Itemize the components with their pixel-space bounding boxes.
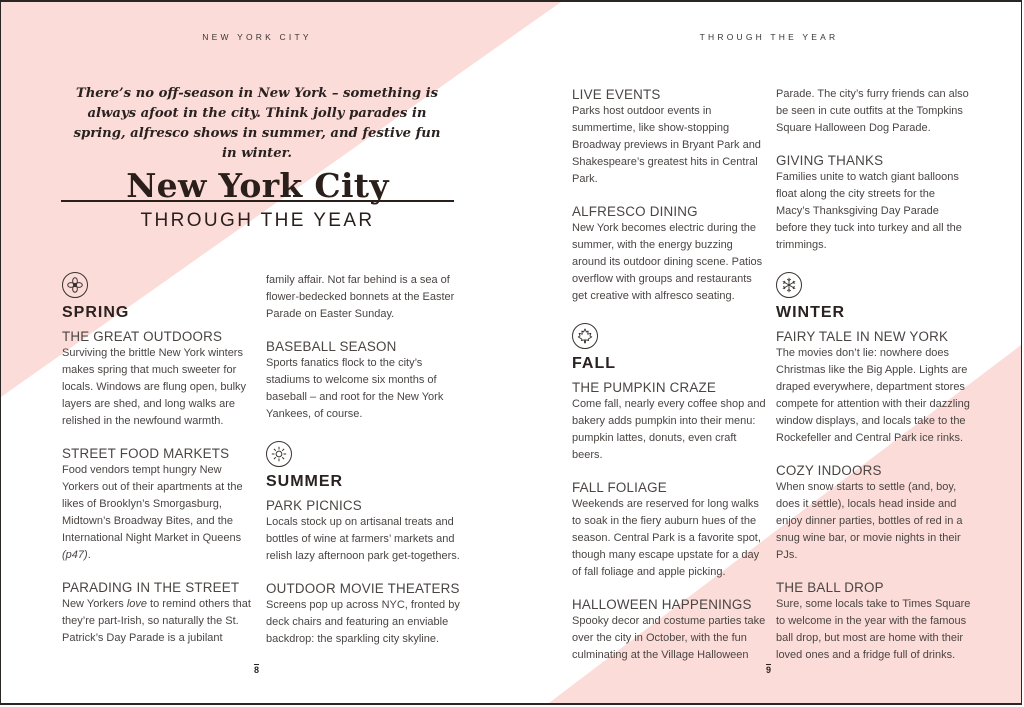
page-number: 8 [254,665,260,675]
maple-leaf-icon [572,323,598,349]
entry-body [62,596,258,647]
entry-body: Come fall, nearly every coffee shop and bakery adds pumpkin into their menu: pumpkin lattes, donuts, even craft beers. [572,398,766,461]
entry-body: New York becomes electric during the summer, with the energy buzzing around its outdoor dining scene. Patios overflow with groups and restaurants get creative with alfresco seating. [572,222,763,302]
entry-body: Sports fanatics flock to the city’s stadiums to welcome six months of baseball – and root for the New York Yankees, of course. [266,357,444,420]
entry-body: Sure, some locals take to Times Square to welcome in the year with the famous ball drop, but most are home with their loved ones and a fridge full of drinks. [776,598,971,661]
entry-park-picnics [266,497,462,565]
flower-icon [62,272,88,298]
entry-great-outdoors [62,328,258,430]
entry-title: THE GREAT OUTDOORS [62,329,223,344]
season-title-spring: SPRING [62,304,130,321]
entry-pumpkin-craze [572,379,768,464]
entry-title: THE BALL DROP [776,580,884,595]
entry-body: Surviving the brittle New York winters makes spring that much sweeter for locals. Windows are flung open, bulky layers are shed, and long walks are relished in the newfound warmth. [62,347,247,427]
entry-body [62,462,258,564]
entry-cozy-indoors [776,462,972,564]
title-block [61,168,454,232]
entry-giving-thanks [776,152,972,254]
entry-body: Weekends are reserved for long walks to soak in the fiery auburn hues of the season. Central Park is a favorite spot, though many escape upstate for a day of fall foliage and apple picking. [572,498,761,578]
entry-street-food-markets [62,445,258,564]
entry-fall-foliage [572,479,768,581]
entry-title: COZY INDOORS [776,463,882,478]
sun-icon [266,441,292,467]
spring-column [62,272,258,662]
snowflake-icon [776,272,802,298]
season-title-fall: FALL [572,355,616,372]
page-subtitle: THROUGH THE YEAR [140,210,375,231]
entry-halloween-happenings [572,596,768,664]
entry-body: family affair. Not far behind is a sea of flower-bedecked bonnets at the Easter Parade on Easter Sunday. [266,274,455,320]
entry-continued [776,86,972,137]
entry-title: FALL FOLIAGE [572,480,667,495]
fall-column [572,86,768,679]
entry-outdoor-movie-theaters [266,580,462,648]
page-title [61,168,454,204]
entry-title: OUTDOOR MOVIE THEATERS [266,581,460,596]
entry-title: GIVING THANKS [776,153,884,168]
season-title-winter: WINTER [776,304,846,321]
entry-live-events [572,86,768,188]
entry-fairy-tale-in-new-york [776,328,972,447]
entry-body: Parks host outdoor events in summertime, like show-stopping Broadway previews in Bryant Park and Shakespeare’s greatest hits in Central Park. [572,105,761,185]
page-number: 9 [766,665,772,675]
entry-title: ALFRESCO DINING [572,204,698,219]
entry-body-text: New Yorkers [62,598,127,610]
entry-alfresco-dining [572,203,768,305]
entry-body-text: to remind others that they’re part-Irish, so naturally the St. Patrick’s Day Parade is a jubilant [62,598,251,644]
entry-body: When snow starts to settle (and, boy, does it settle), locals head inside and enjoy dinner parties, bottles of red in a snug wine bar, or movie nights in their PJs. [776,481,963,561]
right-page [513,2,1022,705]
entry-body: Locals stock up on artisanal treats and bottles of wine at farmers’ markets and relish lazy afternoon park get-togethers. [266,516,460,562]
entry-title: LIVE EVENTS [572,87,661,102]
entry-title: HALLOWEEN HAPPENINGS [572,597,752,612]
entry-title: FAIRY TALE IN NEW YORK [776,329,949,344]
winter-column [776,86,972,679]
running-head: THROUGH THE YEAR [699,32,839,42]
entry-title: THE PUMPKIN CRAZE [572,380,717,395]
entry-body-text: Food vendors tempt hungry New Yorkers out of their apartments at the likes of Brooklyn’s Smorgasburg, Midtown’s Broadway Bites, and the International Night Market in Queens [62,464,243,544]
entry-body: Spooky decor and costume parties take over the city in October, with the fun culminating at the Village Halloween [572,615,766,661]
page-reference: (p47) [62,549,88,561]
entry-body: Parade. The city’s furry friends can also be seen in cute outfits at the Tompkins Square Halloween Dog Parade. [776,88,969,134]
page-title-text: New York City [126,166,389,205]
intro-paragraph: There’s no off-season in New York – something is always afoot in the city. Think jolly parades in spring, alfresco shows in summer, and festive fun in winter. [73,86,441,161]
entry-ball-drop [776,579,972,664]
entry-title: PARADING IN THE STREET [62,580,240,595]
entry-title: BASEBALL SEASON [266,339,397,354]
entry-body: The movies don’t lie: nowhere does Christmas like the Big Apple. Lights are draped everywhere, department stores compete for attention with their dazzling window displays, and locals take to the Rockefeller and Central Park ice rinks. [776,347,970,444]
entry-parading-in-the-street [62,579,258,647]
summer-column [266,272,462,663]
running-head: NEW YORK CITY [202,32,312,42]
entry-title: STREET FOOD MARKETS [62,446,230,461]
emphasis-text: love [126,598,147,610]
entry-continued [266,272,462,323]
season-title-summer: SUMMER [266,473,344,490]
entry-baseball-season [266,338,462,423]
entry-body-text: . [87,549,91,561]
entry-title: PARK PICNICS [266,498,362,513]
entry-body: Screens pop up across NYC, fronted by deck chairs and featuring an enviable backdrop: the sparkling city skyline. [266,599,460,645]
left-page [1,2,513,705]
entry-body: Families unite to watch giant balloons float along the city streets for the Macy’s Thanksgiving Day Parade before they tuck into turkey and all the trimmings. [776,171,962,251]
